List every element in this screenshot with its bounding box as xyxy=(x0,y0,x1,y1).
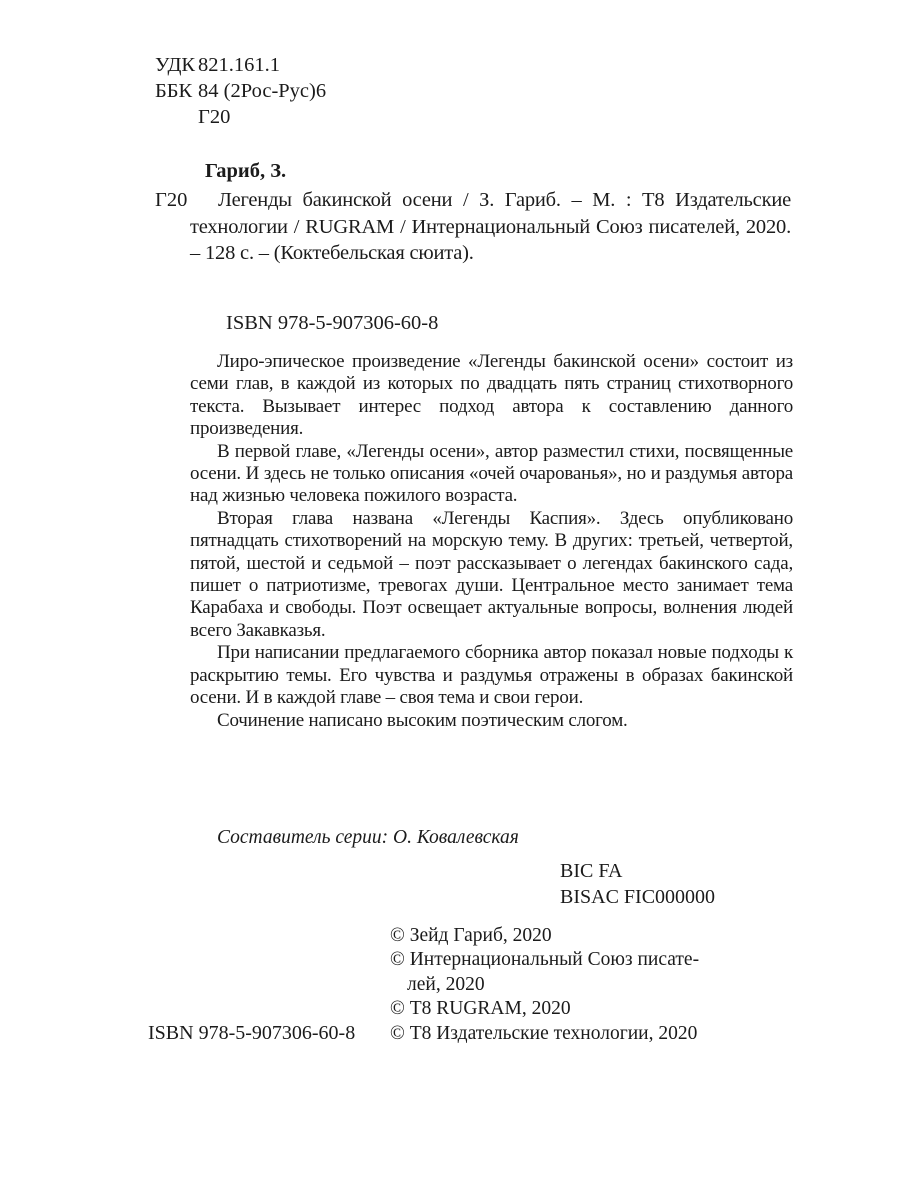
annotation-paragraph: Лиро-эпическое произведение «Легенды бакинской осени» состоит из семи глав, в каждой из которых по двадцать пять страниц стихотворного текста. Вызывает интерес подход автора к составлению данного произведения. xyxy=(190,351,793,440)
codes-block xyxy=(560,858,715,910)
annotation-paragraph: В первой главе, «Легенды осени», автор разместил стихи, посвященные осени. И здесь не только описания «очей очарованья», но и раздумья автора над жизнью человека пожилого возраста. xyxy=(190,440,793,507)
classification-block xyxy=(155,52,326,130)
bic-code: BIC FA xyxy=(560,860,623,882)
udk-value: 821.161.1 xyxy=(198,54,280,76)
author-code-row xyxy=(155,104,326,130)
udk-row xyxy=(155,52,326,78)
author-heading: Гариб, З. xyxy=(205,160,287,182)
copyright-line: © Зейд Гариб, 2020 xyxy=(390,925,552,946)
annotation-paragraph: Сочинение написано высоким поэтическим слогом. xyxy=(217,709,628,731)
copyright-line-continuation: лей, 2020 xyxy=(407,973,485,995)
copyright-block xyxy=(390,924,699,1046)
catalog-code: Г20 xyxy=(155,189,188,211)
isbn-top: ISBN 978-5-907306-60-8 xyxy=(226,312,439,334)
isbn-bottom: ISBN 978-5-907306-60-8 xyxy=(148,1022,356,1044)
udk-label: УДК xyxy=(155,54,196,76)
bbk-label: ББК xyxy=(155,80,193,102)
bbk-row xyxy=(155,78,326,104)
series-compiler: Составитель серии: О. Ковалевская xyxy=(217,827,519,848)
author-code-label xyxy=(155,104,198,130)
annotation-paragraph: Вторая глава названа «Легенды Каспия». Здесь опубликовано пятнадцать стихотворений на морскую тему. В других: третьей, четвертой, пятой, шестой и седьмой – поэт рассказывает о легендах бакинского сада, пишет о патриотизме, тревогах души. Центральное место занимает тема Карабаха и свободы. Поэт освещает актуальные вопросы, волнения людей всего Закавказья. xyxy=(190,507,793,641)
copyright-line: © Интернациональный Союз писате- xyxy=(390,949,700,971)
copyright-line: © Т8 Издательские технологии, 2020 xyxy=(390,1022,698,1044)
bisac-code: BISAC FIC000000 xyxy=(560,886,716,908)
annotation-paragraph: При написании предлагаемого сборника автор показал новые подходы к раскрытию темы. Его чувства и раздумья отражены в образах бакинской осени. И в каждой главе – своя тема и свои герои. xyxy=(190,642,793,709)
annotation-block xyxy=(190,351,793,732)
catalog-entry: Легенды бакинской осени / З. Гариб. – М. : Т8 Издательские технологии / RUGRAM / Интернациональный Союз писателей, 2020. – 128 с. – (Коктебельская сюита). xyxy=(190,189,791,264)
copyright-line: © Т8 RUGRAM, 2020 xyxy=(390,998,571,1020)
author-code-value: Г20 xyxy=(198,106,231,128)
bbk-value: 84 (2Рос-Рус)6 xyxy=(198,80,327,102)
